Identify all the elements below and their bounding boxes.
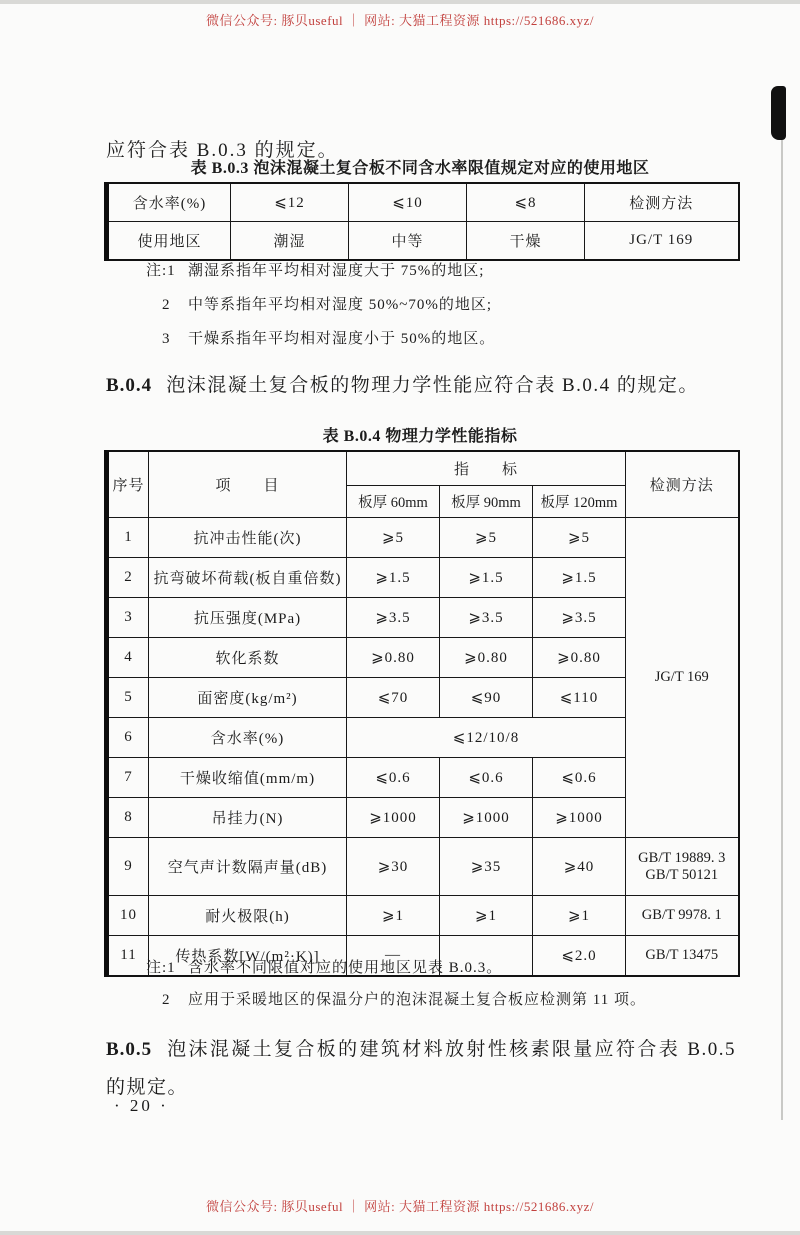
section-b04-number: B.0.4 [106,375,153,396]
intro-text: 应符合表 B.0.3 的规定。 [106,140,339,161]
cell-item: 抗冲击性能(次) [149,518,347,558]
section-b04 [106,367,736,405]
method-line: GB/T 19889. 3 [638,849,726,866]
table-cell: ⩽8 [467,183,585,222]
note-label: 注:1 [146,960,176,976]
cell-value: ⩾1.5 [440,558,533,598]
section-b04-text: 泡沫混凝土复合板的物理力学性能应符合表 B.0.4 的规定。 [166,375,699,396]
note-line [146,322,495,356]
cell-value: ⩽110 [533,678,626,718]
cell-item: 空气声计数隔声量(dB) [149,838,347,896]
header-cell-thickness: 板厚 90mm [440,486,533,518]
cell-value: ⩽0.6 [533,758,626,798]
table-b03 [104,182,740,261]
note-label: 2 [162,297,171,313]
method-line: GB/T 50121 [645,866,719,883]
table-cell: ⩽10 [349,183,467,222]
note-text: 含水率不同限值对应的使用地区见表 B.0.3。 [188,960,503,976]
cell-value: ⩾1.5 [533,558,626,598]
table-cell: ⩽12 [231,183,349,222]
table-cell: 中等 [349,222,467,261]
scan-smudge [771,86,786,140]
cell-no: 6 [107,718,149,758]
table-b04-notes [146,952,646,1016]
header-cell-thickness: 板厚 120mm [533,486,626,518]
cell-no: 10 [107,896,149,936]
cell-no: 7 [107,758,149,798]
note-text: 应用于采暖地区的保温分户的泡沫混凝土复合板应检测第 11 项。 [188,992,646,1008]
scan-edge-line [781,140,783,1120]
header-cell-method: 检测方法 [626,451,739,518]
cell-value: ⩾3.5 [347,598,440,638]
cell-no: 8 [107,798,149,838]
table-row [107,896,739,936]
scan-edge-bottom [0,1231,800,1235]
header-cell-no: 序号 [107,451,149,518]
note-text: 潮湿系指年平均相对湿度大于 75%的地区; [188,263,485,279]
header-watermark: 微信公众号: 豚贝useful ｜ 网站: 大猫工程资源 https://521686.xyz/ [206,13,594,28]
cell-value: ⩾1 [347,896,440,936]
cell-value-merged: ⩽12/10/8 [347,718,626,758]
table-cell: JG/T 169 [585,222,739,261]
scan-edge-top [0,0,800,4]
cell-item: 吊挂力(N) [149,798,347,838]
cell-item: 软化系数 [149,638,347,678]
page-number: · 20 · [114,1096,169,1115]
section-b05-number: B.0.5 [106,1039,153,1060]
cell-item: 耐火极限(h) [149,896,347,936]
cell-no: 3 [107,598,149,638]
note-label: 注:1 [146,263,176,279]
cell-value: ⩽70 [347,678,440,718]
section-b05 [106,1031,736,1107]
cell-value: ⩾3.5 [533,598,626,638]
note-text: 干燥系指年平均相对湿度小于 50%的地区。 [188,331,496,347]
note-line [146,254,495,288]
cell-value: ⩽0.6 [440,758,533,798]
cell-value: ⩾40 [533,838,626,896]
cell-no: 4 [107,638,149,678]
table-b03-title: 表 B.0.3 泡沫混凝土复合板不同含水率限值规定对应的使用地区 [190,160,650,177]
cell-method [626,838,739,896]
table-cell: 使用地区 [107,222,231,261]
cell-no: 1 [107,518,149,558]
note-label: 3 [162,331,171,347]
cell-value: ⩾1000 [533,798,626,838]
footer-watermark: 微信公众号: 豚贝useful ｜ 网站: 大猫工程资源 https://521686.xyz/ [206,1199,594,1214]
cell-value: ⩾1000 [347,798,440,838]
table-cell: 干燥 [467,222,585,261]
table-row [107,518,739,558]
cell-value: ⩾1000 [440,798,533,838]
cell-value: ⩽2.0 [533,936,626,977]
table-header-row [107,451,739,486]
table-cell: 潮湿 [231,222,349,261]
cell-value: ⩾3.5 [440,598,533,638]
note-text: 中等系指年平均相对湿度 50%~70%的地区; [188,297,493,313]
cell-item: 干燥收缩值(mm/m) [149,758,347,798]
cell-method: GB/T 13475 [626,936,739,977]
cell-method: JG/T 169 [626,518,739,838]
header-cell-item: 项 目 [149,451,347,518]
header-cell-index: 指 标 [347,451,626,486]
cell-no: 5 [107,678,149,718]
note-label: 2 [162,992,171,1008]
cell-value: ⩾35 [440,838,533,896]
cell-value: ⩾5 [347,518,440,558]
table-b04 [104,450,740,977]
header-cell-thickness: 板厚 60mm [347,486,440,518]
section-b05-text: 泡沫混凝土复合板的建筑材料放射性核素限量应符合表 B.0.5 的规定。 [106,1039,736,1098]
cell-value: ⩾1 [440,896,533,936]
cell-value: ⩾1 [533,896,626,936]
cell-item: 传热系数[W/(m²·K)] [149,936,347,977]
cell-no: 11 [107,936,149,977]
table-row [107,838,739,896]
cell-value: — [347,936,440,977]
cell-value: ⩾0.80 [347,638,440,678]
cell-item: 含水率(%) [149,718,347,758]
note-line [146,952,646,984]
table-b04-title: 表 B.0.4 物理力学性能指标 [322,428,518,445]
table-cell: 含水率(%) [107,183,231,222]
cell-value: ⩾0.80 [533,638,626,678]
cell-no: 9 [107,838,149,896]
cell-item: 抗弯破坏荷载(板自重倍数) [149,558,347,598]
note-line [146,288,495,322]
cell-value: ⩾5 [533,518,626,558]
note-line [146,984,646,1016]
cell-value: ⩾0.80 [440,638,533,678]
cell-value: ⩽0.6 [347,758,440,798]
cell-value: ⩾5 [440,518,533,558]
cell-value: ⩽90 [440,678,533,718]
cell-item: 抗压强度(MPa) [149,598,347,638]
cell-no: 2 [107,558,149,598]
cell-item: 面密度(kg/m²) [149,678,347,718]
cell-value: ⩾30 [347,838,440,896]
table-cell: 检测方法 [585,183,739,222]
cell-method: GB/T 9978. 1 [626,896,739,936]
table-row [107,183,739,222]
cell-value: ⩾1.5 [347,558,440,598]
table-b03-notes [146,254,495,356]
